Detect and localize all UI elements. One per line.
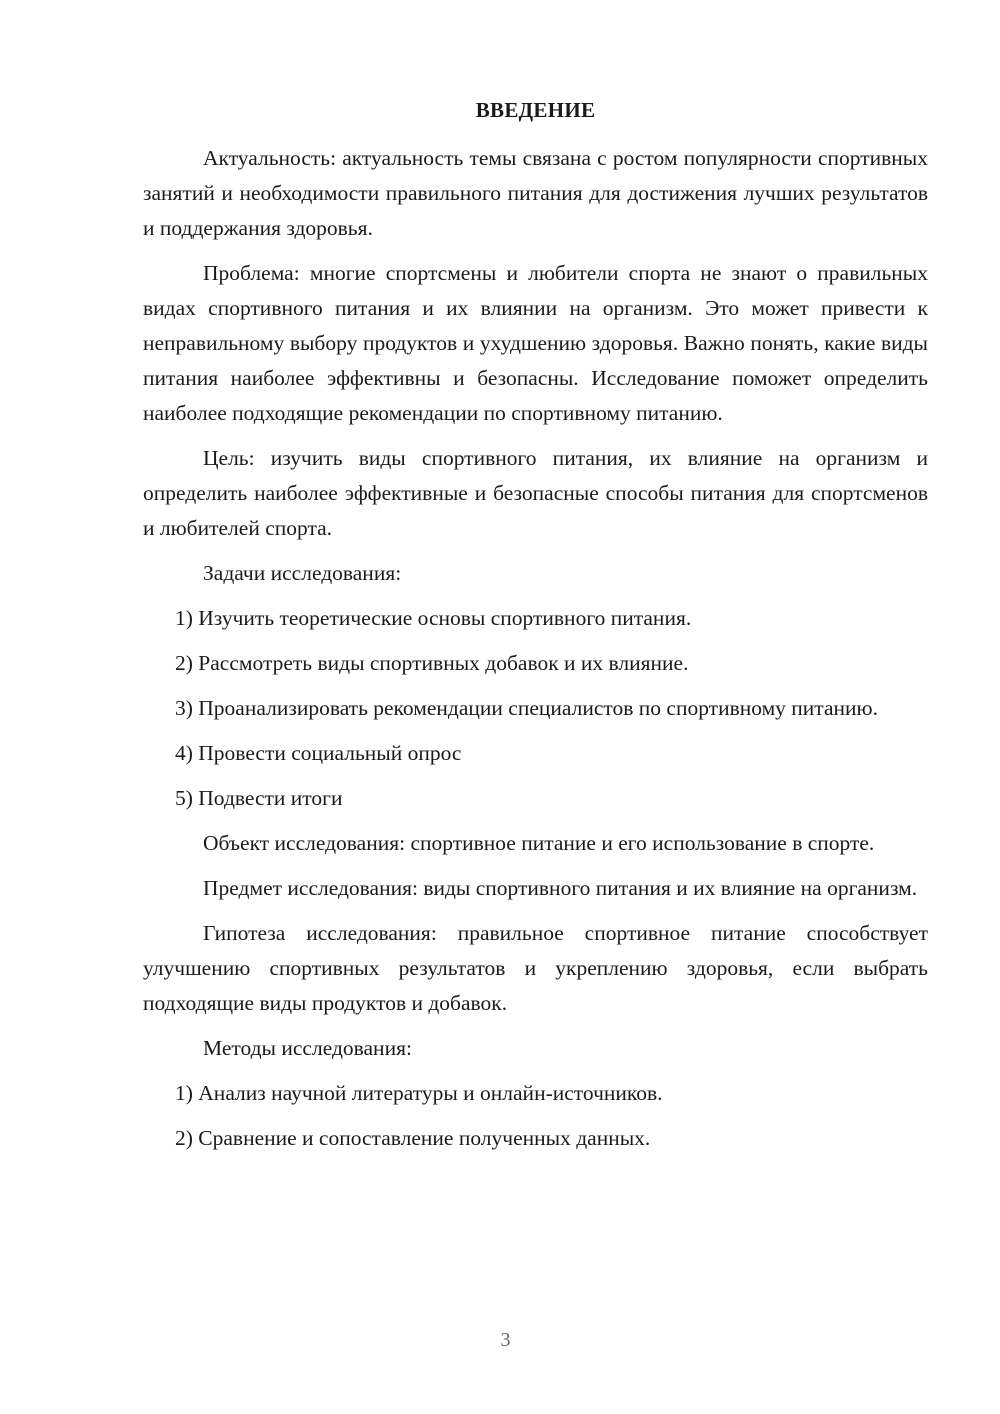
list-item-task-1: 1) Изучить теоретические основы спортивного питания. (175, 606, 692, 630)
page-number: 3 (500, 1329, 511, 1351)
page-title: ВВЕДЕНИЕ (475, 98, 596, 122)
document-body (143, 141, 928, 1166)
paragraph-problem: Проблема: многие спортсмены и любители спорта не знают о правильных видах спортивного питания и их влиянии на организм. Это может привести к неправильному выбору продуктов и ухудшению здоровья. Важно понять, какие виды питания наиболее эффективны и безопасны. Исследование поможет определить наиболее подходящие рекомендации по спортивному питанию. (143, 261, 928, 425)
paragraph-goal: Цель: изучить виды спортивного питания, их влияние на организм и определить наиболее эффективные и безопасные способы питания для спортсменов и любителей спорта. (143, 446, 928, 540)
list-item-task-3: 3) Проанализировать рекомендации специалистов по спортивному питанию. (175, 696, 878, 720)
paragraph-relevance: Актуальность: актуальность темы связана с ростом популярности спортивных занятий и необходимости правильного питания для достижения лучших результатов и поддержания здоровья. (143, 146, 928, 240)
paragraph-methods-heading: Методы исследования: (203, 1036, 412, 1060)
document-page (143, 0, 928, 1414)
list-item-method-1: 1) Анализ научной литературы и онлайн-источников. (175, 1081, 663, 1105)
paragraph-tasks-heading: Задачи исследования: (203, 561, 402, 585)
list-item-task-4: 4) Провести социальный опрос (175, 741, 462, 765)
list-item-method-2: 2) Сравнение и сопоставление полученных данных. (175, 1126, 651, 1150)
paragraph-subject: Предмет исследования: виды спортивного питания и их влияние на организм. (203, 876, 918, 900)
list-item-task-5: 5) Подвести итоги (175, 786, 343, 810)
list-item-task-2: 2) Рассмотреть виды спортивных добавок и их влияние. (175, 651, 689, 675)
paragraph-object: Объект исследования: спортивное питание и его использование в спорте. (203, 831, 875, 855)
paragraph-hypothesis: Гипотеза исследования: правильное спортивное питание способствует улучшению спортивных результатов и укреплению здоровья, если выбрать подходящие виды продуктов и добавок. (143, 921, 928, 1015)
